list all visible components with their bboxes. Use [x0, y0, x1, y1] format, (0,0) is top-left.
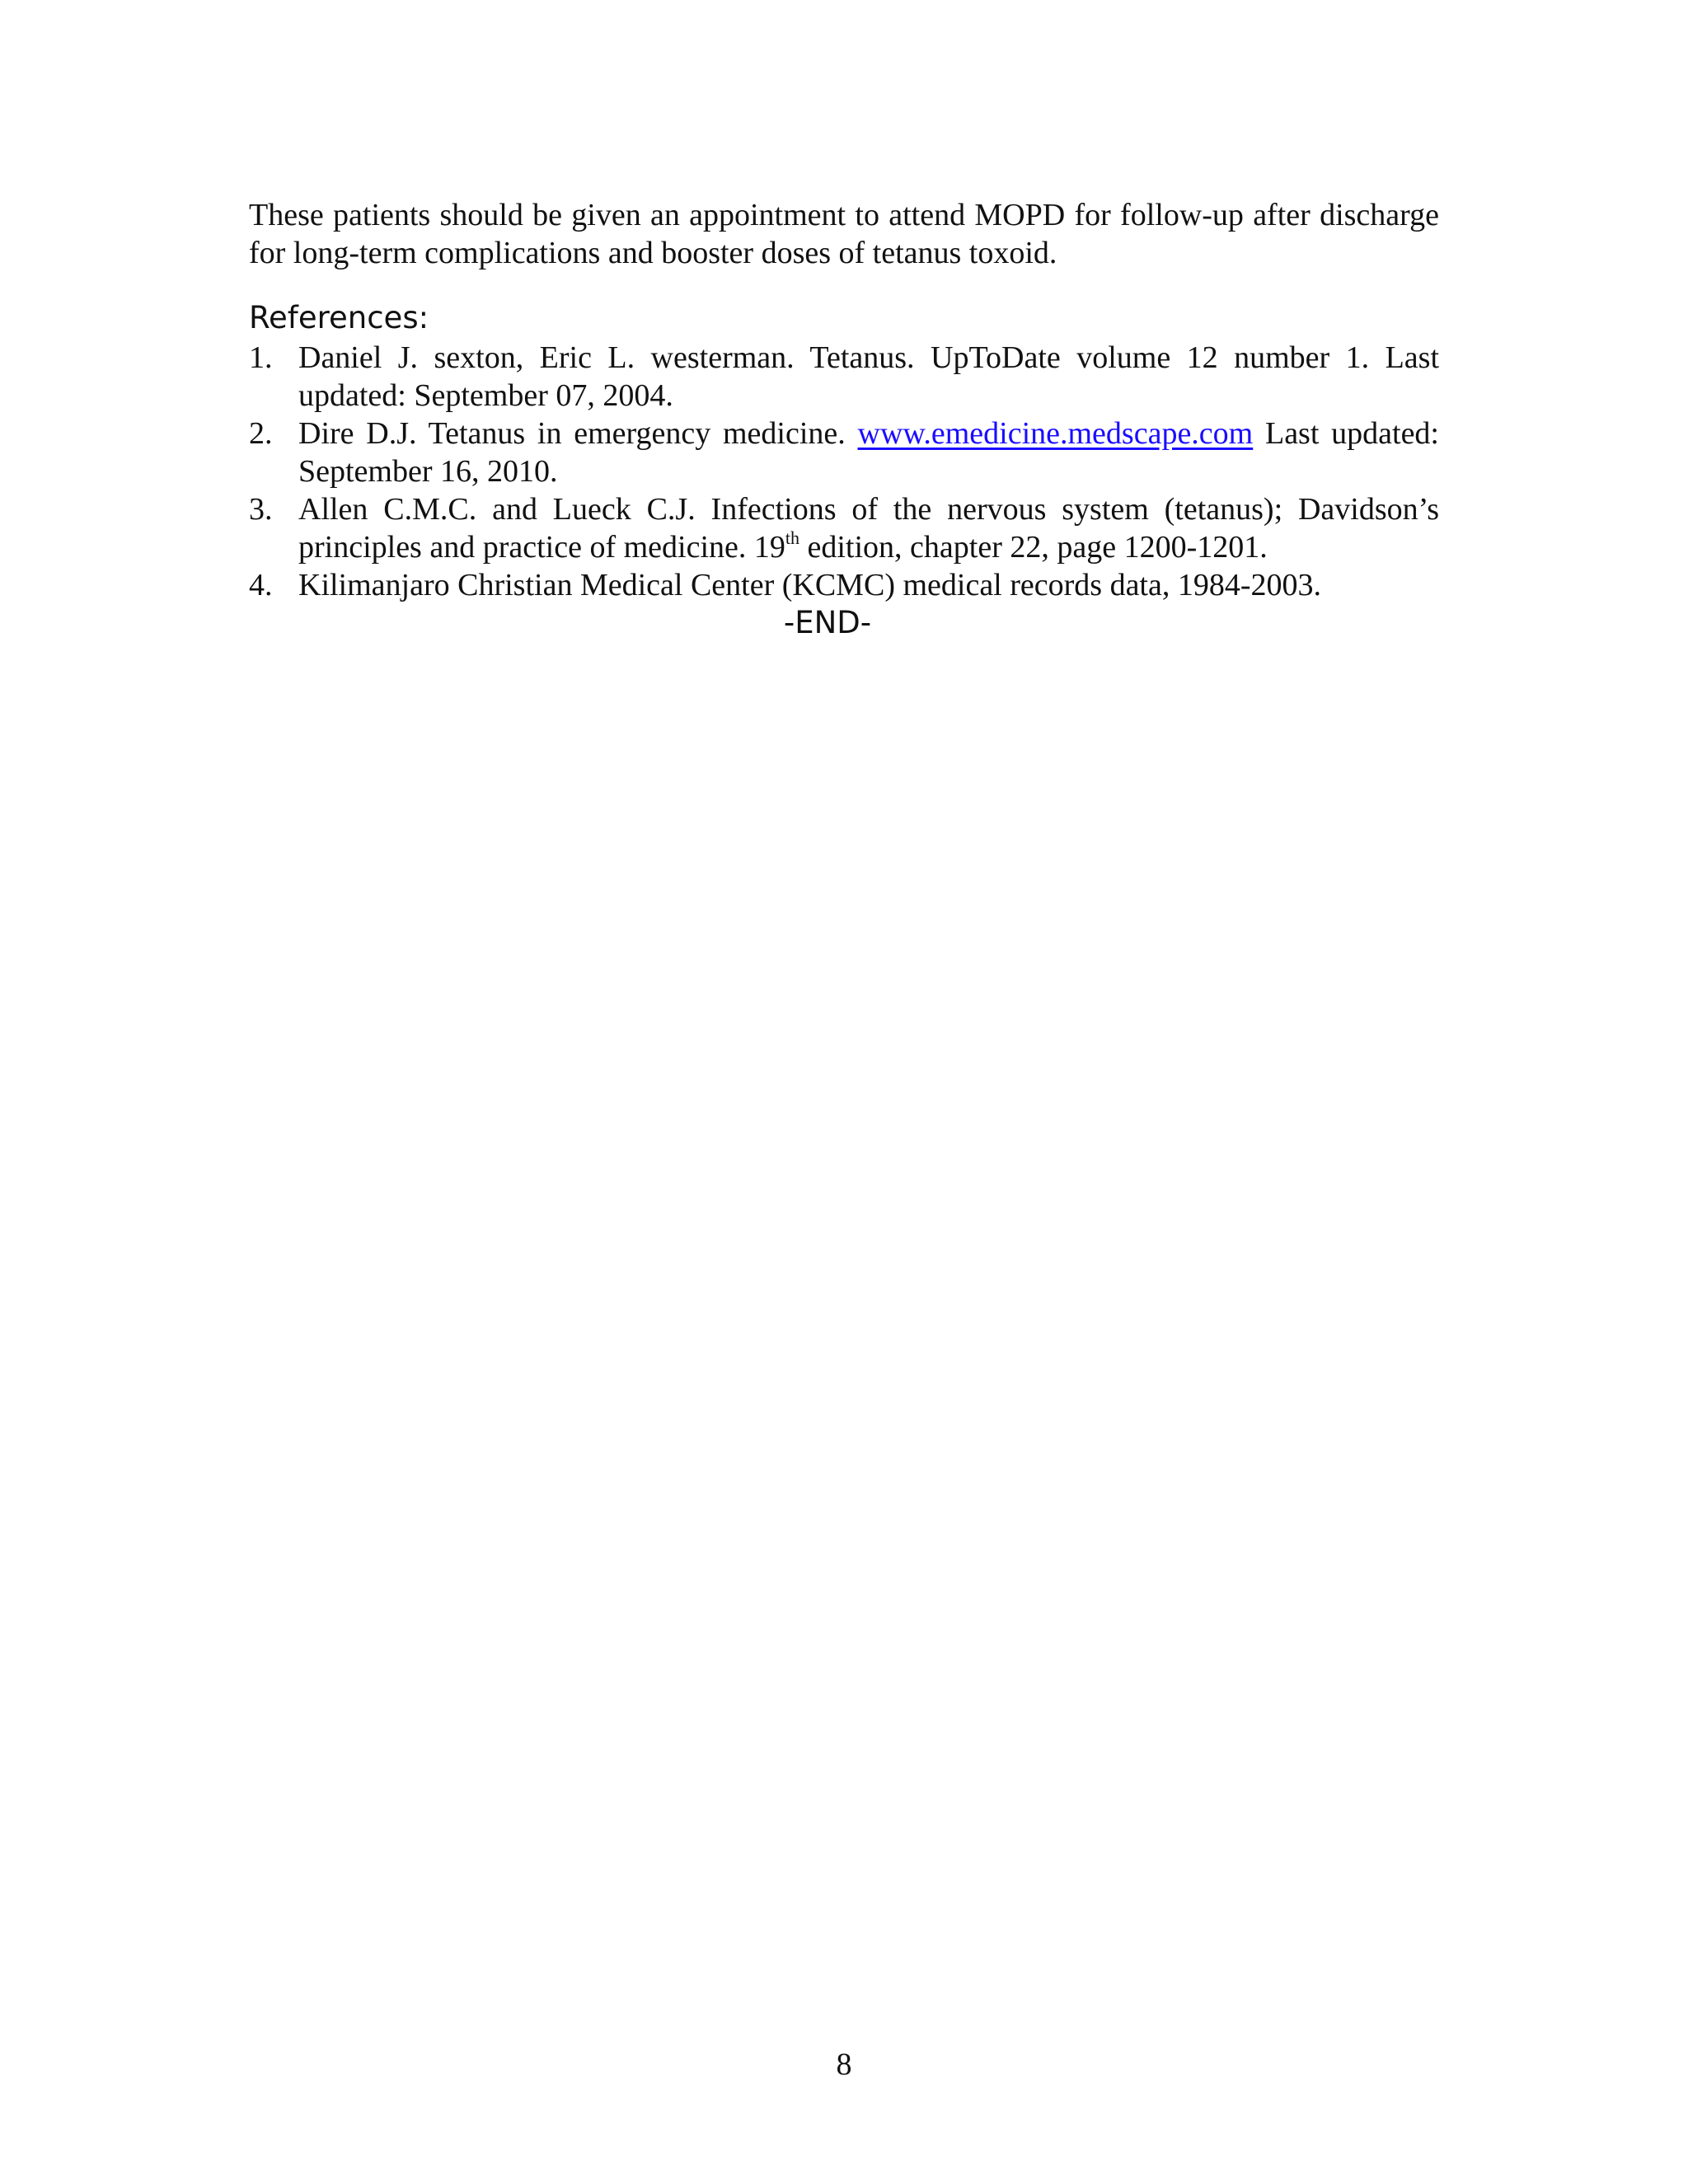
reference-item-4	[249, 566, 1439, 604]
reference-text: Dire D.J. Tetanus in emergency medicine.	[298, 416, 858, 451]
page-content	[249, 196, 1439, 642]
reference-number: 1.	[249, 340, 273, 375]
references-list	[249, 339, 1439, 604]
reference-number: 2.	[249, 416, 273, 451]
reference-text: Daniel J. sexton, Eric L. westerman. Tetanus. UpToDate volume 12 number 1. Last updated: September 07, 2004.	[298, 340, 1439, 413]
end-marker: -END-	[783, 605, 872, 640]
ordinal-superscript: th	[785, 527, 799, 548]
reference-item-2	[249, 415, 1439, 490]
reference-number: 3.	[249, 492, 273, 527]
discharge-paragraph: These patients should be given an appointment to attend MOPD for follow-up after discharge for long-term complications and booster doses of tetanus toxoid.	[249, 198, 1439, 270]
reference-text: Kilimanjaro Christian Medical Center (KCMC) medical records data, 1984-2003.	[298, 568, 1322, 602]
reference-number: 4.	[249, 568, 273, 602]
reference-item-1	[249, 339, 1439, 415]
reference-text-continued: edition, chapter 22, page 1200-1201.	[799, 530, 1268, 565]
reference-text: Allen C.M.C. and Lueck C.J. Infections of the nervous system (tetanus); Davidson’s principles and practice of medicine. 19	[298, 492, 1439, 565]
references-heading: References:	[249, 300, 429, 335]
reference-text-continued: Last updated: September 16, 2010.	[298, 416, 1439, 489]
page-number: 8	[836, 2047, 852, 2082]
emedicine-link[interactable]: www.emedicine.medscape.com	[857, 416, 1254, 451]
reference-item-3	[249, 490, 1439, 566]
